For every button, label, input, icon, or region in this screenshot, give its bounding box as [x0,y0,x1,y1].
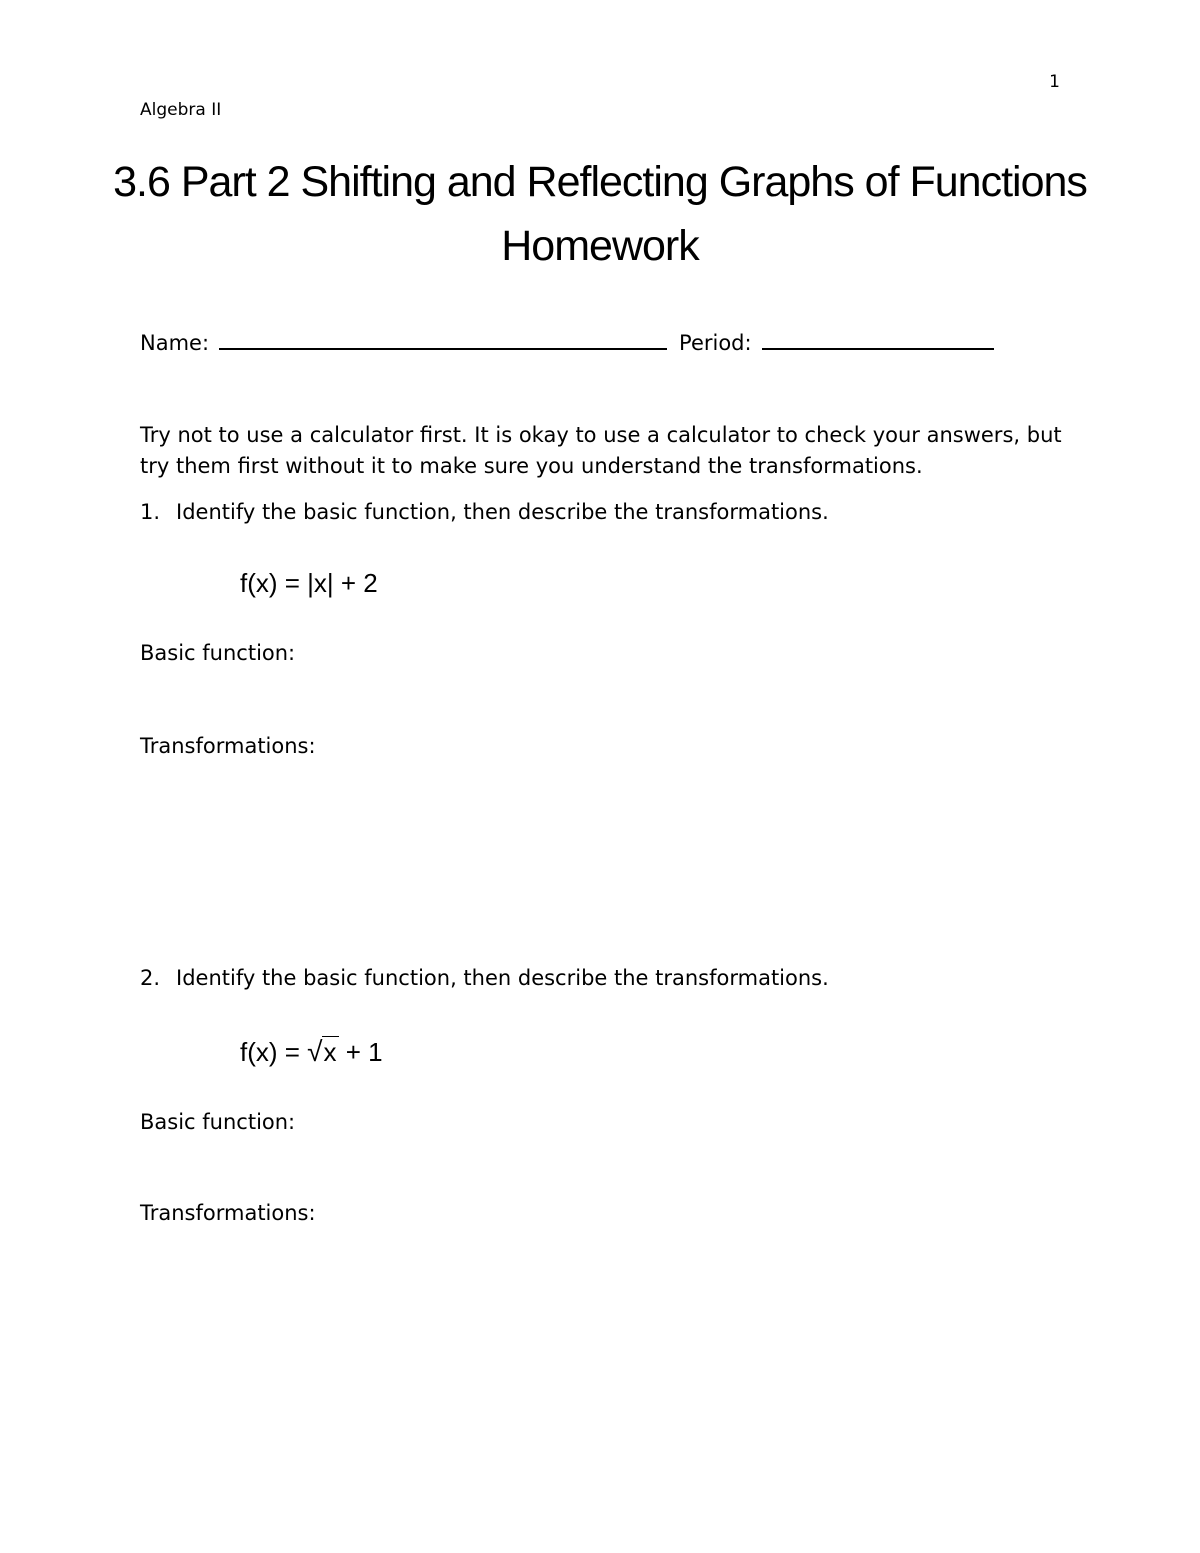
period-label: Period: [679,331,752,355]
question-text: Identify the basic function, then describe the transformations. [176,500,829,524]
student-info-row [140,328,994,355]
question-2-transform-label: Transformations: [140,1201,316,1225]
instructions: Try not to use a calculator first. It is okay to use a calculator to check your answers, but try them first without it to make sure you understand the transformations. [140,423,1062,478]
formula-radicand: x [323,1037,337,1067]
question-2-basic-label: Basic function: [140,1110,296,1134]
question-number: 2. [140,966,161,990]
question-text: Identify the basic function, then describe the transformations. [176,966,829,990]
name-label: Name: [140,331,210,355]
question-1-basic-label: Basic function: [140,641,296,665]
course-name: Algebra II [140,100,222,120]
name-blank[interactable] [219,328,667,350]
sqrt-icon: √x [307,1036,337,1067]
page-title: 3.6 Part 2 Shifting and Reflecting Graphs of Functions Homework [113,158,1087,270]
question-number: 1. [140,500,161,524]
formula-left: f(x) = [240,1037,308,1067]
question-2-formula [240,1036,383,1068]
question-1-formula: f(x) = |x| + 2 [240,568,378,598]
formula-right: + 1 [338,1037,383,1067]
question-1-prompt [140,500,829,524]
question-2-prompt [140,966,829,990]
page-number: 1 [1049,72,1060,92]
question-1-transform-label: Transformations: [140,734,316,758]
period-blank[interactable] [762,328,994,350]
